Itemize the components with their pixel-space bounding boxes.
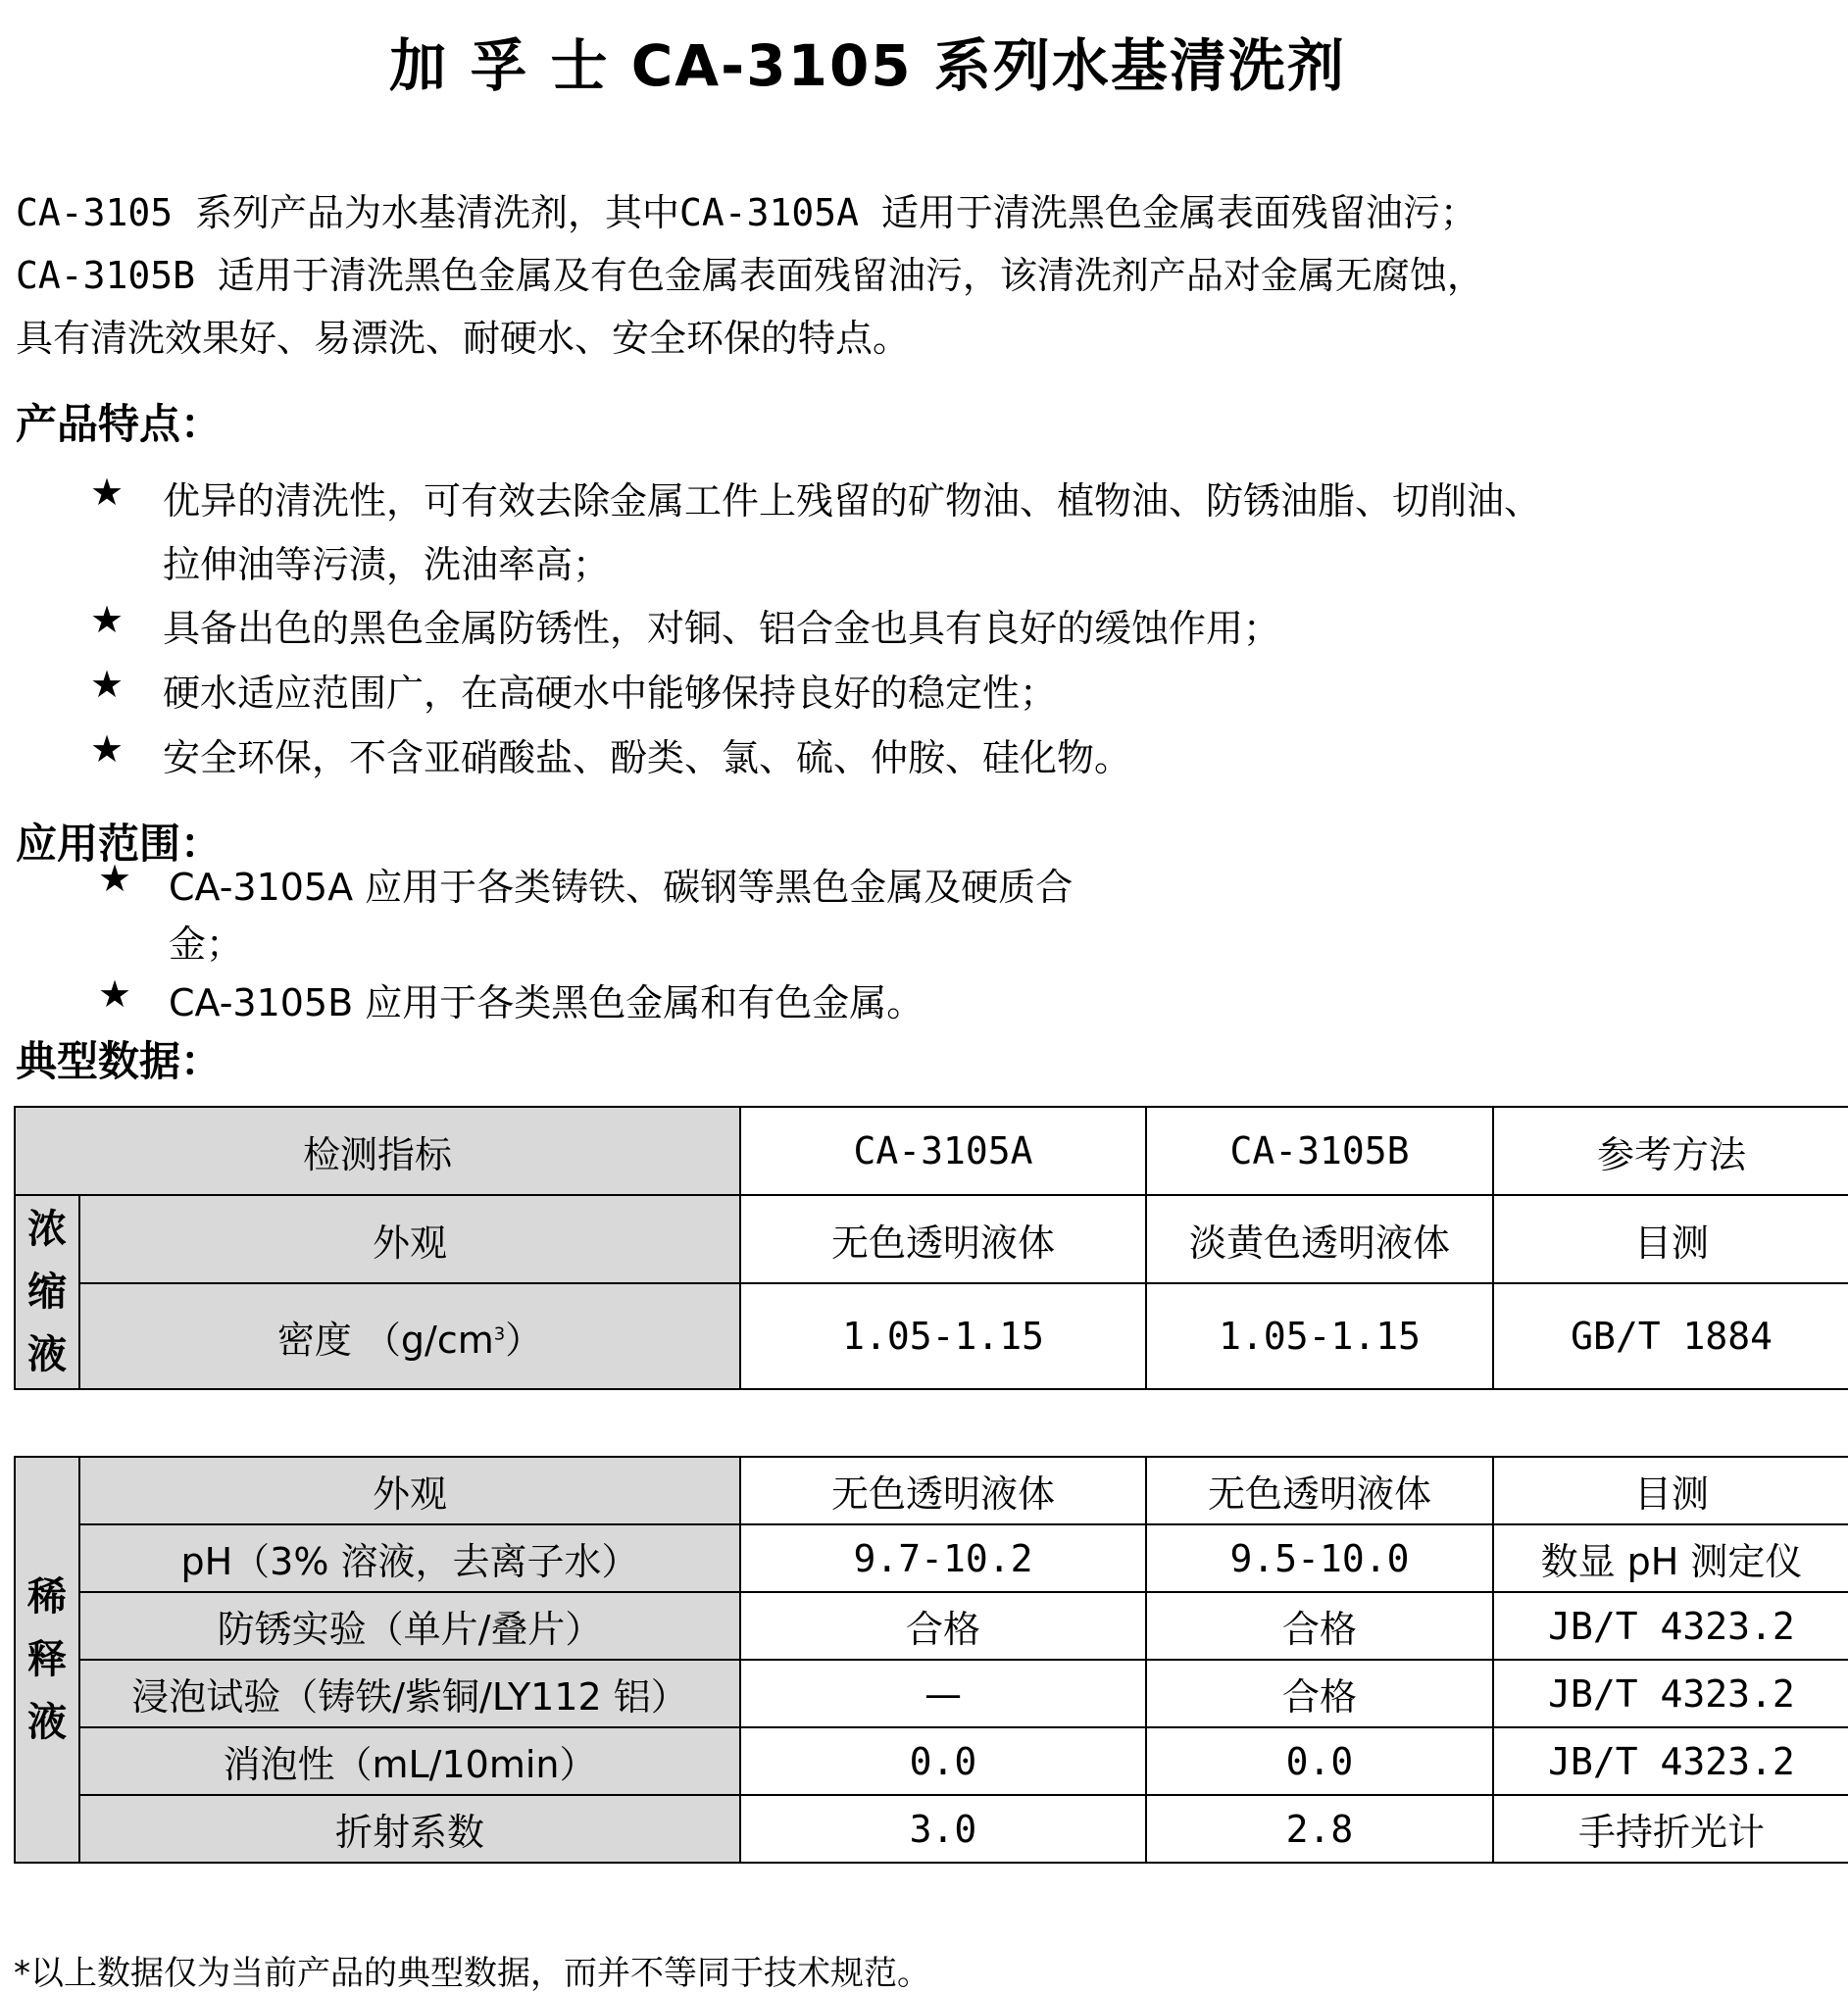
star-icon: ★ [90, 598, 125, 641]
method-cell: JB/T 4323.2 [1493, 1660, 1848, 1727]
value-a-cell: 9.7-10.2 [740, 1524, 1146, 1592]
indicator-cell: 折射系数 [79, 1795, 740, 1863]
star-icon: ★ [90, 471, 125, 514]
method-cell: JB/T 4323.2 [1493, 1592, 1848, 1660]
indicator-cell: 浸泡试验（铸铁/紫铜/LY112 铝） [79, 1660, 740, 1727]
feature-text: 优异的清洗性，可有效去除金属工件上残留的矿物油、植物油、防锈油脂、切削油、 [163, 479, 1542, 523]
header-method: 参考方法 [1493, 1107, 1848, 1195]
value-b-cell: 9.5-10.0 [1146, 1524, 1493, 1592]
feature-text: 硬水适应范围广，在高硬水中能够保持良好的稳定性； [163, 672, 1058, 715]
typical-data-heading: 典型数据： [16, 1037, 223, 1085]
feature-text: 具备出色的黑色金属防锈性，对铜、铝合金也具有良好的缓蚀作用； [163, 607, 1281, 650]
intro-line: CA-3105 系列产品为水基清洗剂，其中CA-3105A 适用于清洗黑色金属表面残留油污； [16, 191, 1477, 234]
header-col-b: CA-3105B [1146, 1107, 1493, 1195]
value-b-cell: 合格 [1146, 1592, 1493, 1660]
concentrate-side-label: 浓 缩 液 [15, 1195, 79, 1389]
star-icon: ★ [90, 663, 125, 706]
method-cell: 目测 [1493, 1457, 1848, 1524]
application-text: CA-3105A 应用于各类铸铁、碳钢等黑色金属及硬质合 [169, 866, 1074, 909]
value-a-cell: 无色透明液体 [740, 1457, 1146, 1524]
value-a-cell: 3.0 [740, 1795, 1146, 1863]
footnote: *以上数据仅为当前产品的典型数据，而并不等同于技术规范。 [14, 1954, 930, 1993]
intro-line: 具有清洗效果好、易漂洗、耐硬水、安全环保的特点。 [16, 317, 911, 360]
feature-text: 安全环保，不含亚硝酸盐、酚类、氯、硫、仲胺、硅化物。 [163, 736, 1132, 779]
method-cell: 手持折光计 [1493, 1795, 1848, 1863]
value-a-cell: 0.0 [740, 1727, 1146, 1795]
indicator-cell: 消泡性（mL/10min） [79, 1727, 740, 1795]
indicator-cell: pH（3% 溶液，去离子水） [79, 1524, 740, 1592]
value-b-cell: 1.05-1.15 [1146, 1283, 1493, 1389]
indicator-cell: 防锈实验（单片/叠片） [79, 1592, 740, 1660]
table-row [15, 1524, 1848, 1592]
indicator-cell: 密度 $(g/cm^3)$ [79, 1283, 740, 1389]
table-row [15, 1795, 1848, 1863]
star-icon: ★ [90, 727, 125, 771]
intro-paragraph [16, 181, 1829, 370]
value-b-cell: 无色透明液体 [1146, 1457, 1493, 1524]
application-text: 金； [169, 922, 244, 966]
value-a-cell: 无色透明液体 [740, 1195, 1146, 1283]
intro-line: CA-3105B 适用于清洗黑色金属及有色金属表面残留油污，该清洗剂产品对金属无腐蚀， [16, 254, 1484, 297]
indicator-cell: 外观 [79, 1457, 740, 1524]
value-b-cell: 淡黄色透明液体 [1146, 1195, 1493, 1283]
method-cell: 目测 [1493, 1195, 1848, 1283]
dilute-side-label: 稀 释 液 [15, 1457, 79, 1863]
method-cell: GB/T 1884 [1493, 1283, 1848, 1389]
table-row [15, 1592, 1848, 1660]
table-header-row [15, 1107, 1848, 1195]
application-text: CA-3105B 应用于各类黑色金属和有色金属。 [169, 981, 924, 1024]
header-indicator: 检测指标 [15, 1107, 740, 1195]
value-b-cell: 2.8 [1146, 1795, 1493, 1863]
table-row [15, 1727, 1848, 1795]
table-row [15, 1457, 1848, 1524]
header-col-a: CA-3105A [740, 1107, 1146, 1195]
method-cell: 数显 pH 测定仪 [1493, 1524, 1848, 1592]
value-b-cell: 合格 [1146, 1660, 1493, 1727]
indicator-cell: 外观 [79, 1195, 740, 1283]
document-title: 加 孚 士 CA-3105 系列水基清洗剂 [389, 32, 1346, 99]
star-icon: ★ [98, 857, 132, 900]
feature-text: 拉伸油等污渍，洗油率高； [163, 543, 611, 586]
value-b-cell: 0.0 [1146, 1727, 1493, 1795]
table-row [15, 1195, 1848, 1283]
value-a-cell: — [740, 1660, 1146, 1727]
dilute-table [14, 1456, 1848, 1864]
method-cell: JB/T 4323.2 [1493, 1727, 1848, 1795]
value-a-cell: 1.05-1.15 [740, 1283, 1146, 1389]
application-heading: 应用范围： [16, 820, 223, 868]
table-row [15, 1283, 1848, 1389]
features-heading: 产品特点： [16, 400, 223, 448]
star-icon: ★ [98, 972, 132, 1016]
table-row [15, 1660, 1848, 1727]
concentrate-table [14, 1106, 1848, 1390]
value-a-cell: 合格 [740, 1592, 1146, 1660]
